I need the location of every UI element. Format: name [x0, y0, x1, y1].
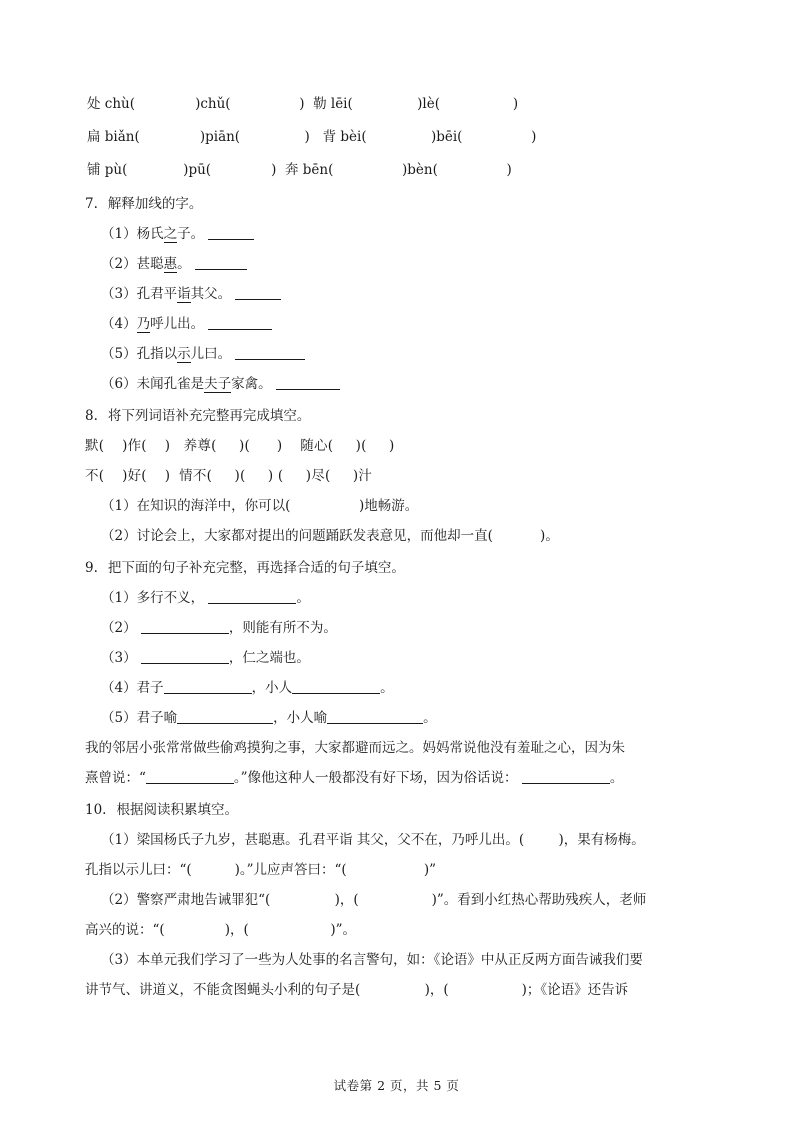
question-9-item-2	[85, 613, 713, 643]
question-7-item-3	[85, 279, 713, 309]
question-7-item-5	[85, 339, 713, 369]
item-label: （3）	[101, 650, 137, 666]
item-text-pre: 孔君平	[136, 286, 178, 302]
answer-blank[interactable]	[208, 590, 296, 604]
question-9-item-3	[85, 643, 713, 673]
answer-blank[interactable]	[208, 226, 254, 240]
underlined-char: 示	[177, 346, 191, 362]
question-7-item-2	[85, 249, 713, 279]
question-8-fill-1[interactable]: （1）在知识的海洋中，你可以( )地畅游。	[101, 498, 419, 514]
paragraph-text-mid: 。”像他这种人一般都没有好下场，因为俗话说：	[233, 770, 518, 786]
item-text-mid: ，小人喻	[273, 710, 328, 726]
question-8-fill-2[interactable]: （2）讨论会上，大家都对提出的问题踊跃发表意见，而他却一直( )。	[101, 528, 559, 544]
item-text-post: 其父。	[190, 286, 232, 302]
question-9-paragraph-line-2	[85, 763, 713, 793]
question-7-heading	[85, 189, 713, 219]
underlined-char: 诣	[177, 286, 191, 302]
item-label: （1）	[101, 590, 137, 606]
question-8-idiom-line-2[interactable]: 不( )好( ) 情不( )( ) ( )尽( )汁	[85, 468, 373, 484]
item-text-post: 。	[177, 256, 191, 272]
item-label: （4）	[101, 680, 137, 696]
question-10-item-3-line-2[interactable]: 讲节气、讲道义，不能贪图蝇头小利的句子是( )，( )；《论语》还告诉	[85, 982, 629, 998]
question-10-title: 根据阅读积累填空。	[116, 802, 238, 818]
question-10-item-1-line-2[interactable]: 孔指以示儿曰：“( )。”儿应声答曰：“( )”	[85, 862, 437, 878]
item-text-pre: 君子喻	[136, 710, 178, 726]
pinyin-row-chu-lei: 处 chù( )chǔ( ) 勒 lēi( )lè( )	[87, 96, 519, 112]
item-label: （6）	[101, 376, 137, 392]
underlined-char: 乃	[136, 316, 151, 332]
item-label: （4）	[101, 316, 137, 332]
page-footer: 试卷第 2 页，共 5 页	[333, 1078, 460, 1093]
pinyin-row-bian-bei: 扁 biǎn( )piān( ) 背 bèi( )bēi( )	[87, 129, 537, 145]
question-9-paragraph-line-1: 我的邻居小张常常做些偷鸡摸狗之事，大家都避而远之。妈妈常说他没有羞耻之心，因为朱	[85, 740, 625, 756]
answer-blank[interactable]	[195, 256, 247, 270]
pinyin-row-pu-ben: 铺 pù( )pū( ) 奔 bēn( )bèn( )	[87, 162, 512, 178]
item-label: （2）	[101, 256, 137, 272]
question-10-item-2-line-1[interactable]: （2）警察严肃地告诫罪犯“( )，( )”。看到小红热心帮助残疾人，老师	[101, 892, 647, 908]
question-8-idiom-line-1[interactable]: 默( )作( ) 养尊( )( ) 随心( )( )	[85, 438, 395, 454]
item-text-pre: 未闻孔雀是	[136, 376, 205, 392]
item-text-pre: 杨氏	[136, 226, 164, 242]
item-text-post: 儿曰。	[190, 346, 232, 362]
item-label: （2）	[101, 620, 137, 636]
answer-blank[interactable]	[141, 650, 229, 664]
answer-blank[interactable]	[327, 710, 423, 724]
item-text-pre: 君子	[136, 680, 164, 696]
item-text-pre: 孔指以	[136, 346, 178, 362]
question-10-item-2-line-2[interactable]: 高兴的说：“( )，( )”。	[85, 922, 356, 938]
question-8-number: 8.	[85, 408, 98, 424]
question-9-item-1	[85, 583, 713, 613]
answer-blank[interactable]	[141, 620, 229, 634]
question-9-item-5	[85, 703, 713, 733]
item-text-post: 。	[380, 680, 394, 696]
answer-blank[interactable]	[164, 680, 252, 694]
item-text-pre: 甚聪	[136, 256, 164, 272]
item-text-post: ，仁之端也。	[228, 650, 310, 666]
question-10-item-3-line-1: （3）本单元我们学习了一些为人处事的名言警句，如：《论语》中从正反两方面告诫我们要	[101, 952, 643, 968]
question-9-heading	[85, 553, 713, 583]
question-8-title: 将下列词语补充完整再完成填空。	[107, 408, 311, 424]
item-text-post: 家禽。	[231, 376, 272, 392]
item-text-post: 。	[296, 590, 310, 606]
paragraph-text-pre: 熹曾说：“	[85, 770, 146, 786]
question-7-item-4	[85, 309, 713, 339]
question-10-number: 10.	[85, 802, 107, 818]
question-9-number: 9.	[85, 560, 98, 576]
item-text-pre: 多行不义，	[136, 590, 205, 606]
question-8-heading	[85, 401, 713, 431]
underlined-char: 惠	[163, 256, 178, 272]
question-7-item-1	[85, 219, 713, 249]
answer-blank[interactable]	[208, 316, 272, 330]
item-text-post: 。	[423, 710, 437, 726]
item-text-post: 子。	[177, 226, 205, 242]
answer-blank[interactable]	[522, 770, 610, 784]
question-7-number: 7.	[85, 196, 98, 212]
answer-blank[interactable]	[146, 770, 234, 784]
answer-blank[interactable]	[235, 286, 281, 300]
answer-blank[interactable]	[235, 346, 305, 360]
question-7-title: 解释加线的字。	[107, 196, 203, 212]
answer-blank[interactable]	[177, 710, 273, 724]
question-9-title: 把下面的句子补充完整，再选择合适的句子填空。	[107, 560, 405, 576]
question-7-item-6	[85, 369, 713, 399]
question-10-heading	[85, 795, 713, 825]
item-label: （5）	[101, 710, 137, 726]
answer-blank[interactable]	[276, 376, 340, 390]
paragraph-text-post: 。	[609, 770, 624, 786]
item-text-post: 呼儿出。	[150, 316, 205, 332]
item-label: （1）	[101, 226, 137, 242]
item-text-post: ，则能有所不为。	[228, 620, 337, 636]
question-9-item-4	[85, 673, 713, 703]
answer-blank[interactable]	[292, 680, 380, 694]
item-text-mid: ，小人	[251, 680, 293, 696]
item-label: （3）	[101, 286, 137, 302]
underlined-char: 之	[163, 226, 178, 242]
question-10-item-1-line-1[interactable]: （1）梁国杨氏子九岁，甚聪惠。孔君平诣 其父，父不在，乃呼儿出。( )，果有杨梅。	[101, 832, 645, 848]
underlined-char: 夫子	[204, 376, 232, 392]
item-label: （5）	[101, 346, 137, 362]
